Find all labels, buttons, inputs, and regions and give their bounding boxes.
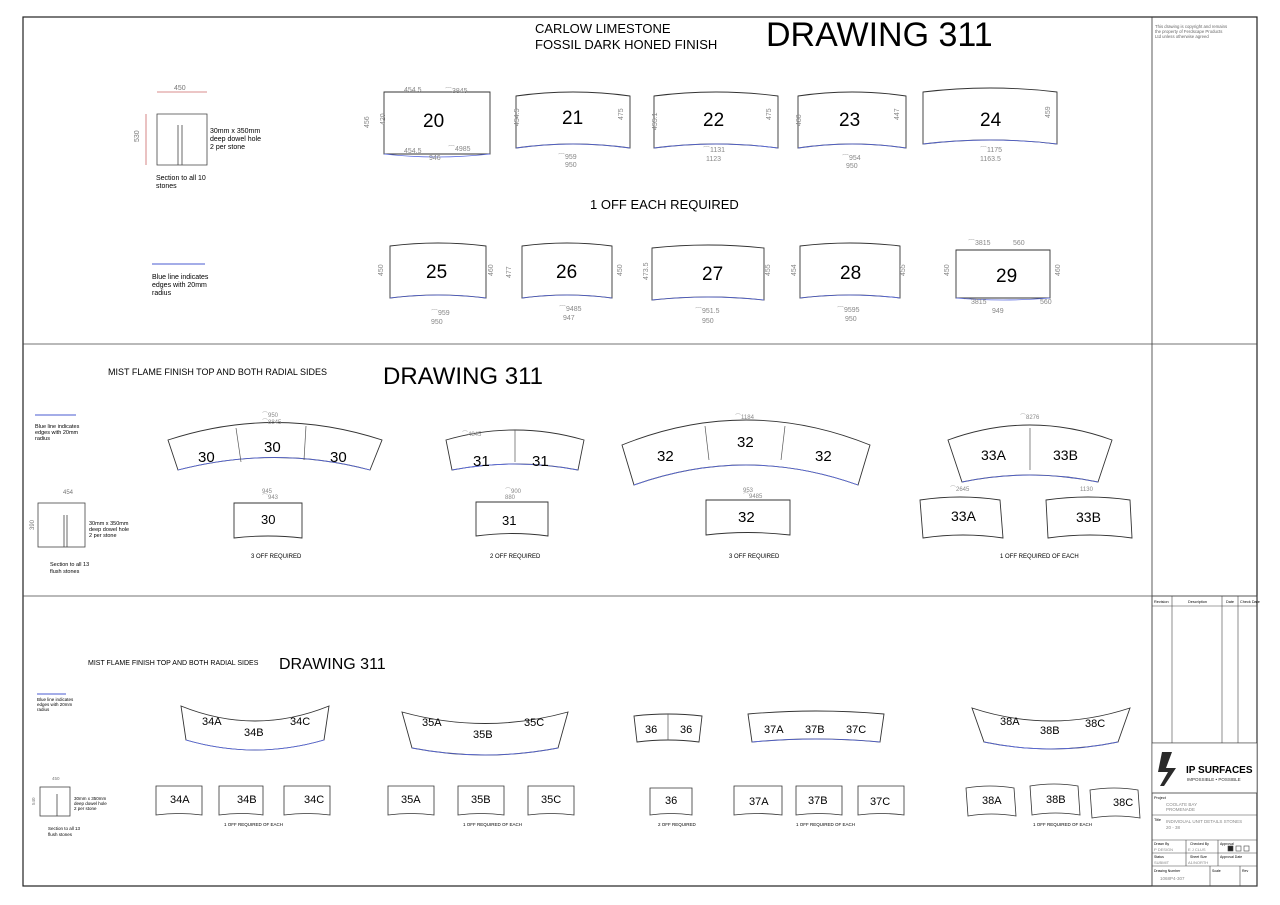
svg-text:⌒1131: ⌒1131 [703,147,726,154]
stone-25 [378,243,495,326]
svg-text:32: 32 [738,509,755,526]
svg-text:1 OFF REQUIRED OF EACH: 1 OFF REQUIRED OF EACH [463,822,523,827]
svg-text:36: 36 [665,795,678,807]
svg-text:950: 950 [565,162,577,169]
svg-text:Revision: Revision [1154,600,1169,604]
svg-text:⌒9595: ⌒9595 [837,307,860,314]
svg-text:950: 950 [702,318,714,325]
svg-text:SUBMIT: SUBMIT [1154,860,1170,865]
s1-section-dim-left: 530 [134,130,141,142]
svg-text:2 per stone: 2 per stone [74,806,97,811]
svg-text:30: 30 [264,439,281,456]
s1-required-label: 1 OFF EACH REQUIRED [590,197,739,212]
svg-text:⌒4985: ⌒4985 [448,146,471,153]
svg-text:Project: Project [1154,796,1166,800]
s1-blue-note-1: Blue line indicates [152,274,209,281]
svg-text:455: 455 [900,264,907,276]
svg-text:⌒9485: ⌒9485 [559,306,582,313]
svg-text:456: 456 [364,116,371,128]
svg-text:34C: 34C [290,716,311,728]
s1-dowel-note-3: 2 per stone [210,144,246,151]
svg-text:475: 475 [618,108,625,120]
svg-text:Check Date: Check Date [1240,600,1260,604]
svg-text:Section to all 13: Section to all 13 [50,562,90,568]
stone-22 [652,92,778,163]
svg-text:1 OFF REQUIRED OF EACH: 1 OFF REQUIRED OF EACH [796,822,856,827]
svg-text:⌒2645: ⌒2645 [950,487,970,493]
stone-20 [364,87,490,162]
svg-text:30: 30 [198,449,215,466]
svg-text:37B: 37B [808,795,828,807]
svg-text:33B: 33B [1076,509,1101,525]
svg-text:34A: 34A [202,716,222,728]
svg-text:20 - 38: 20 - 38 [1166,825,1181,830]
svg-text:455.1: 455.1 [652,112,659,130]
svg-text:34A: 34A [170,794,190,806]
svg-text:⌒4845: ⌒4845 [462,432,482,438]
svg-text:3 OFF REQUIRED: 3 OFF REQUIRED [729,554,780,560]
svg-text:flush stones: flush stones [50,569,80,575]
svg-text:3 OFF REQUIRED: 3 OFF REQUIRED [251,554,302,560]
stone-24-label: 24 [980,110,1002,131]
svg-text:460: 460 [488,264,495,276]
svg-text:⌒8845: ⌒8845 [262,420,282,426]
svg-text:⌒3845: ⌒3845 [445,88,468,95]
svg-text:1163.5: 1163.5 [980,156,1001,163]
svg-text:455: 455 [765,264,772,276]
s1-dowel-note-1: 30mm x 350mm [210,128,261,135]
svg-text:420: 420 [380,113,387,125]
svg-text:450: 450 [52,776,60,781]
svg-text:⌒3815: ⌒3815 [964,299,987,306]
title-block [1152,24,1260,886]
svg-text:⌒900: ⌒900 [505,489,522,495]
svg-text:Drawn By: Drawn By [1154,842,1170,846]
s3-drawing-title: DRAWING 311 [279,656,386,673]
stone-26-label: 26 [556,262,578,283]
s1-drawing-title: DRAWING 311 [766,16,993,54]
svg-text:⌒951.5: ⌒951.5 [695,308,720,315]
svg-text:36: 36 [680,724,693,736]
s2-finish-label: MIST FLAME FINISH TOP AND BOTH RADIAL SIDES [108,367,328,377]
svg-text:31: 31 [473,453,490,470]
svg-text:⌒3815: ⌒3815 [968,240,991,247]
group-35 [388,712,574,827]
svg-text:PROMENADE: PROMENADE [1166,807,1196,812]
svg-text:flush stones: flush stones [48,832,73,837]
svg-text:459: 459 [1045,106,1052,118]
svg-text:Blue line indicates: Blue line indicates [35,424,80,430]
svg-text:33B: 33B [1053,447,1078,463]
svg-text:480: 480 [796,114,803,126]
svg-text:Rev: Rev [1242,869,1249,873]
svg-text:2 OFF REQUIRED: 2 OFF REQUIRED [490,554,541,560]
stone-26 [506,243,624,322]
s1-section-detail [146,92,207,165]
s2-section-detail [38,503,85,547]
svg-text:30: 30 [330,449,347,466]
svg-text:450: 450 [378,264,385,276]
svg-text:454: 454 [791,264,798,276]
svg-text:⌒1175: ⌒1175 [980,147,1003,154]
svg-text:E J CLUS: E J CLUS [1188,847,1206,852]
stone-20-label: 20 [423,111,445,132]
group-37 [734,711,904,827]
svg-text:38C: 38C [1113,797,1134,809]
svg-text:30mm x 350mm: 30mm x 350mm [89,521,129,527]
svg-text:37C: 37C [846,724,867,736]
svg-text:edges with 20mm: edges with 20mm [35,430,79,436]
svg-text:1 OFF REQUIRED OF EACH: 1 OFF REQUIRED OF EACH [1033,822,1093,827]
svg-text:Section to all 13: Section to all 13 [48,826,81,831]
revision-table [1152,596,1257,743]
svg-text:the property of Ferdscape Prod: the property of Ferdscape Products [1155,29,1223,34]
svg-text:This drawing is copyright and: This drawing is copyright and remains [1155,24,1228,29]
svg-text:1 OFF REQUIRED OF EACH: 1 OFF REQUIRED OF EACH [1000,554,1079,560]
svg-text:34C: 34C [304,794,325,806]
group-31 [446,430,584,560]
svg-text:edges with 20mm: edges with 20mm [37,702,73,707]
svg-text:A1/NORTH: A1/NORTH [1188,860,1209,865]
svg-text:⌒950: ⌒950 [262,413,279,419]
svg-text:36: 36 [645,724,658,736]
svg-text:⌒959: ⌒959 [431,310,450,317]
s1-blue-note-2: edges with 20mm [152,282,207,289]
svg-text:Status: Status [1154,855,1164,859]
s1-section-dim-top: 450 [174,85,186,92]
stone-21-label: 21 [562,108,584,129]
svg-text:450: 450 [944,264,951,276]
company-logo [1152,743,1257,793]
svg-text:radius: radius [37,707,50,712]
stone-27 [643,245,772,325]
group-38 [966,708,1140,827]
section-3 [31,656,1140,837]
svg-text:35C: 35C [524,717,545,729]
group-32 [622,414,870,560]
svg-text:447: 447 [894,108,901,120]
svg-text:Sheet Size: Sheet Size [1190,855,1207,859]
group-30 [168,412,382,560]
svg-text:30mm x 350mm: 30mm x 350mm [74,796,107,801]
company-name: IP SURFACES [1186,765,1253,776]
svg-text:35C: 35C [541,794,562,806]
svg-text:32: 32 [815,448,832,465]
svg-text:34B: 34B [244,727,264,739]
stone-28 [791,243,907,323]
section-2 [30,363,1132,575]
svg-text:390: 390 [30,519,36,530]
svg-text:37B: 37B [805,724,825,736]
svg-text:454: 454 [63,490,74,496]
company-tagline: IMPOSSIBLE • POSSIBLE [1187,777,1241,782]
s1-heading-line1: CARLOW LIMESTONE [535,21,671,36]
svg-text:P DESIGN: P DESIGN [1154,847,1174,852]
stone-29-label: 29 [996,266,1018,287]
svg-text:33A: 33A [951,508,976,524]
svg-text:38A: 38A [1000,716,1020,728]
svg-text:Checked By: Checked By [1190,842,1209,846]
svg-text:Ltd unless otherwise agreed: Ltd unless otherwise agreed [1155,34,1209,39]
svg-text:540: 540 [31,797,36,805]
svg-text:COOLATE BAY: COOLATE BAY [1166,802,1198,807]
svg-text:Drawing Number: Drawing Number [1154,869,1181,873]
svg-text:945: 945 [262,489,273,495]
svg-text:38C: 38C [1085,718,1106,730]
svg-text:⌒8276: ⌒8276 [1020,415,1040,421]
svg-text:Blue line indicates: Blue line indicates [37,697,74,702]
svg-text:560: 560 [1013,240,1025,247]
svg-text:953: 953 [743,488,754,494]
svg-text:32: 32 [657,448,674,465]
svg-text:947: 947 [563,315,575,322]
s3-section-detail [40,787,70,816]
svg-text:460: 460 [1055,264,1062,276]
svg-text:880: 880 [505,495,516,501]
section-1 [134,16,1062,326]
stone-21 [514,92,630,169]
svg-text:31: 31 [532,453,549,470]
stone-23-label: 23 [839,110,861,131]
svg-text:38A: 38A [982,795,1002,807]
svg-text:deep dowel hole: deep dowel hole [74,801,107,806]
svg-text:454.5: 454.5 [404,87,422,94]
svg-text:34B: 34B [237,794,257,806]
s1-section-note-1: Section to all 10 [156,175,206,182]
group-36 [634,714,702,827]
svg-text:946: 946 [429,155,441,162]
svg-text:Approval: Approval [1220,842,1234,846]
svg-text:Date: Date [1226,600,1235,604]
svg-text:1130: 1130 [1080,487,1093,493]
svg-text:475: 475 [766,108,773,120]
s1-section-note-2: stones [156,183,177,190]
stone-27-label: 27 [702,264,724,285]
stone-25-label: 25 [426,262,448,283]
svg-text:INDIVIDUAL UNIT DETAILS STONES: INDIVIDUAL UNIT DETAILS STONES [1166,819,1243,824]
svg-text:450: 450 [617,264,624,276]
svg-text:31: 31 [502,513,517,528]
stone-28-label: 28 [840,263,862,284]
svg-text:38B: 38B [1040,725,1060,737]
svg-text:454.5: 454.5 [404,148,422,155]
svg-text:⌒954: ⌒954 [842,155,861,162]
svg-text:477: 477 [506,266,513,278]
svg-text:deep dowel hole: deep dowel hole [89,527,130,533]
svg-text:Approval Date: Approval Date [1220,855,1243,859]
svg-text:⌒943: ⌒943 [262,495,279,501]
svg-text:⌒9485: ⌒9485 [743,494,763,500]
svg-text:454.5: 454.5 [514,108,521,126]
svg-text:950: 950 [431,319,443,326]
s2-drawing-title: DRAWING 311 [383,363,544,390]
svg-text:37A: 37A [749,796,769,808]
svg-text:35B: 35B [473,729,493,741]
stone-22-label: 22 [703,110,725,131]
svg-text:950: 950 [846,163,858,170]
svg-text:2 per stone: 2 per stone [89,533,117,539]
svg-text:radius: radius [35,436,50,442]
svg-text:⌒1184: ⌒1184 [735,415,754,421]
svg-text:949: 949 [992,308,1004,315]
svg-text:⌒959: ⌒959 [558,154,577,161]
svg-text:38B: 38B [1046,794,1066,806]
svg-text:950: 950 [845,316,857,323]
stone-23 [796,92,906,170]
svg-text:35A: 35A [401,794,421,806]
svg-text:37A: 37A [764,724,784,736]
stone-29 [944,239,1062,315]
svg-text:37C: 37C [870,796,891,808]
svg-text:1068P4-307: 1068P4-307 [1160,876,1185,881]
svg-text:1123: 1123 [706,156,722,163]
svg-text:33A: 33A [981,447,1006,463]
group-34 [156,706,330,827]
s1-blue-note-3: radius [152,290,172,297]
svg-text:Title: Title [1154,818,1162,822]
s1-dowel-note-2: deep dowel hole [210,136,261,143]
svg-text:Description: Description [1188,600,1207,604]
s3-finish-label: MIST FLAME FINISH TOP AND BOTH RADIAL SIDES [88,660,259,667]
group-33 [920,414,1132,560]
svg-text:473.5: 473.5 [643,262,650,280]
svg-text:560: 560 [1040,299,1052,306]
s1-heading-line2: FOSSIL DARK HONED FINISH [535,37,718,52]
stone-24 [923,88,1057,163]
svg-text:Scale: Scale [1212,869,1221,873]
svg-text:35B: 35B [471,794,491,806]
svg-text:35A: 35A [422,717,442,729]
svg-text:30: 30 [261,512,276,527]
svg-text:1 OFF REQUIRED OF EACH: 1 OFF REQUIRED OF EACH [224,822,284,827]
svg-text:2 OFF REQUIRED: 2 OFF REQUIRED [658,822,696,827]
svg-text:32: 32 [737,434,754,451]
